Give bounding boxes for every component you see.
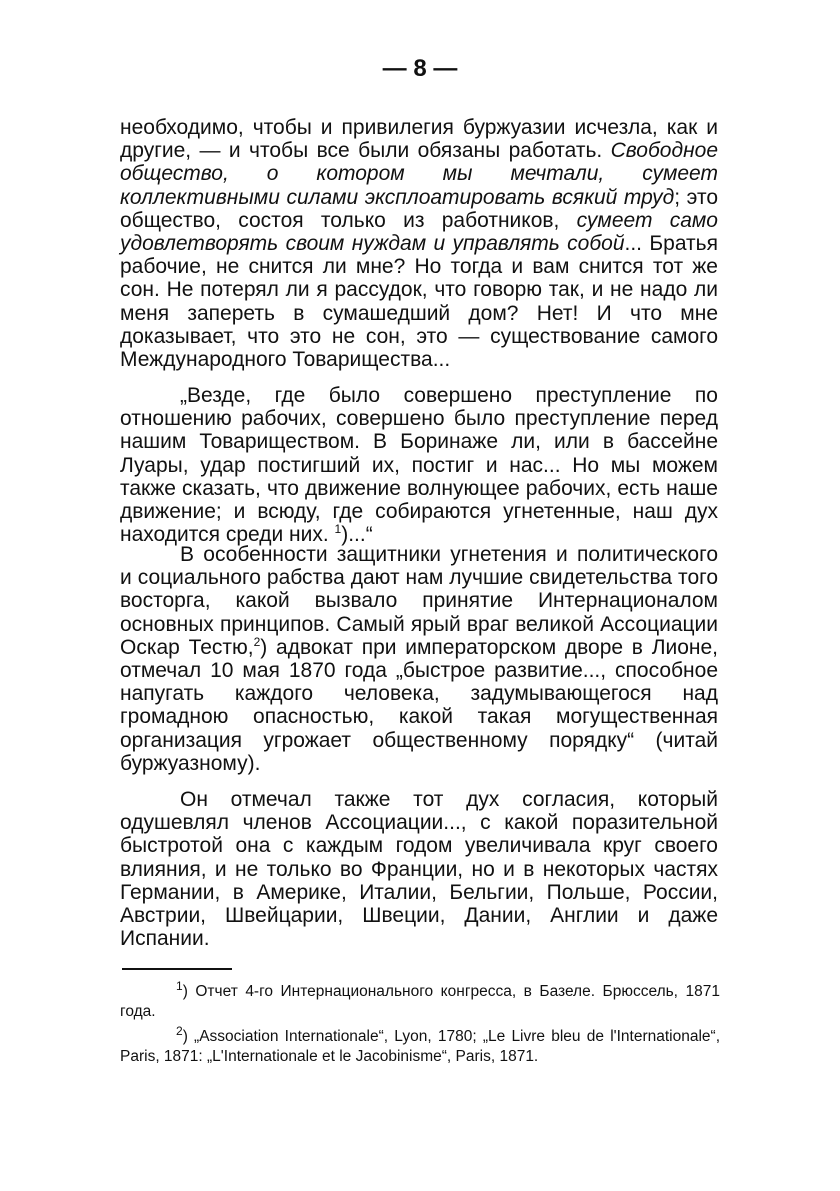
p1-text-a: необходимо, чтобы и привилегия буржуазии исчезла, как и другие, — и чтобы все были обязаны работать. xyxy=(120,116,718,163)
footnote-1-marker: 1 xyxy=(176,978,183,993)
p2-tail: )...“ xyxy=(341,523,373,547)
p2-text: „Везде, где было совершено преступление по отношению рабочих, совершено было преступление перед нашим Товариществом. В Боринаже ли, или в бассейне Луары, удар постигший их, постиг и нас... Но мы можем также сказать, что движение волнующее рабочих, есть наше движение; и всюду, где собираются угнетенные, наш дух находится среди них. xyxy=(120,384,718,547)
paragraph-1 xyxy=(120,116,718,371)
footnote-divider xyxy=(122,968,232,970)
footnote-1 xyxy=(120,978,720,1022)
footnote-2-text: ) „Association Internationale“, Lyon, 1780; „Le Livre bleu de l'Internationale“, Paris, 1871: „L'Internationale et le Jacobinisme“, Paris, 1871. xyxy=(120,1028,720,1065)
p1-italic-a: Свободное общество, о котором мы мечтали, сумеет коллективными силами эксплоатировать всякий труд xyxy=(120,139,718,209)
footnote-1-text: ) Отчет 4-го Интернационального конгресса, в Базеле. Брюссель, 1871 года. xyxy=(120,983,720,1020)
paragraph-2 xyxy=(120,384,718,546)
p3-text-b: ) адвокат при императорском дворе в Лионе, отмечал 10 мая 1870 года „быстрое развитие..., способное напугать каждого человека, задумывающегося над громадною опасностью, какой такая могущественная организация угрожает общественному порядку“ (читай буржуазному). xyxy=(120,635,718,775)
page-number: — 8 — xyxy=(382,55,458,82)
p3-text-a: В особенности защитники угнетения и политического и социального рабства дают нам лучшие свидетельства того восторга, какой вызвало принятие Интернационалом основных принципов. Самый ярый враг великой Ассоциации Оскар Тестю, xyxy=(120,543,718,659)
p1-italic-b: сумеет само удовлетворять своим нуждам и управлять собой xyxy=(120,208,718,256)
paragraph-4 xyxy=(120,788,718,950)
footnote-ref-2[interactable]: 2 xyxy=(253,634,261,649)
p1-text-b: ; это общество, состоя только из работников, xyxy=(120,185,718,232)
footnote-2-marker: 2 xyxy=(176,1023,183,1038)
paragraph-3 xyxy=(120,543,718,775)
p1-text-c: ... Братья рабочие, не снится ли мне? Но тогда и вам снится тот же сон. Не потерял ли я рассудок, что говорю так, и не надо ли меня запереть в сумашедший дом? Нет! И что мне доказывает, что это не сон, это — существование самого Международного Товарищества... xyxy=(120,232,718,372)
p4-text: Он отмечал также тот дух согласия, который одушевлял членов Ассоциации..., с какой поразительной быстротой она с каждым годом увеличивала круг своего влияния, и не только во Франции, но и в некоторых частях Германии, в Америке, Италии, Бельгии, Польше, России, Австрии, Швейцарии, Швеции, Дании, Англии и даже Испании. xyxy=(120,788,718,951)
footnote-2 xyxy=(120,1023,720,1067)
footnote-ref-1[interactable]: 1 xyxy=(334,522,342,537)
